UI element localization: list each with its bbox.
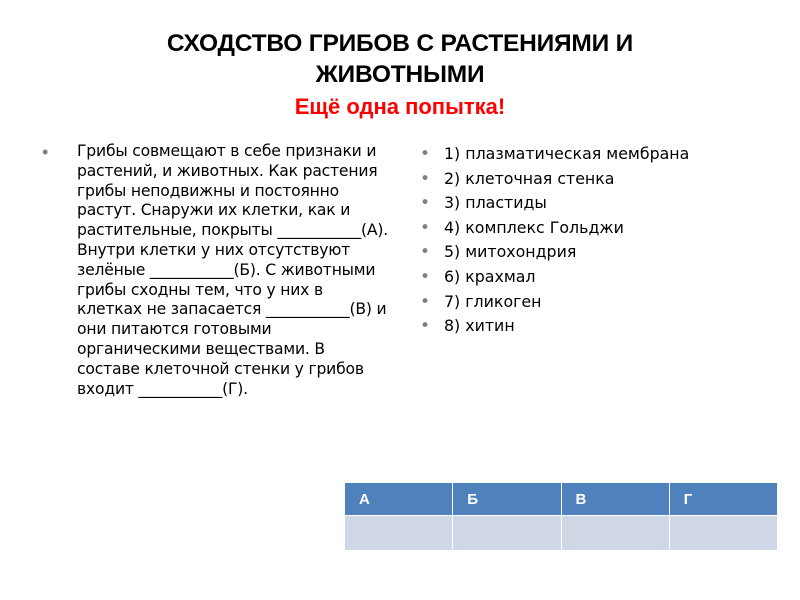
- option-item: [420, 314, 780, 339]
- option-label: 6) крахмал: [444, 266, 536, 286]
- task-text: Грибы совмещают в себе признаки и растений, и животных. Как растения грибы неподвижны и постоянно растут. Снаружи их клетки, как и растительные, покрыты ___________(А). Внутри клетки у них отсутствуют зелёные ___________(Б). С животными грибы сходны тем, что у них в клетках не запасается ___________(В) и они питаются готовыми органическими веществами. В составе клеточной стенки у грибов входит ___________(Г).: [77, 142, 388, 398]
- bullet-icon: •: [420, 242, 431, 263]
- option-label: 1) плазматическая мембрана: [444, 144, 690, 163]
- option-item: [420, 191, 780, 216]
- bullet-icon: •: [420, 168, 431, 189]
- options-list: [420, 142, 780, 339]
- option-item: [420, 290, 780, 315]
- answer-header-b: Б: [453, 483, 561, 516]
- option-item: [420, 265, 780, 290]
- slide-subtitle: Ещё одна попытка!: [294, 94, 506, 119]
- slide-title: СХОДСТВО ГРИБОВ С РАСТЕНИЯМИ И ЖИВОТНЫМИ: [166, 30, 634, 88]
- answer-header-g: Г: [669, 483, 777, 516]
- option-label: 5) митохондрия: [444, 242, 577, 262]
- bullet-icon: •: [420, 217, 431, 238]
- bullet-icon: •: [420, 144, 431, 164]
- option-label: 4) комплекс Гольджи: [444, 217, 624, 237]
- option-item: [420, 142, 780, 167]
- answer-table: [344, 482, 778, 551]
- option-label: 7) гликоген: [444, 291, 542, 311]
- bullet-icon: •: [420, 291, 431, 312]
- answer-table-row: [345, 516, 778, 551]
- bullet-icon: •: [42, 142, 49, 162]
- bullet-icon: •: [420, 266, 431, 287]
- option-label: 2) клеточная стенка: [444, 168, 615, 188]
- task-text-block: [42, 142, 392, 399]
- option-label: 8) хитин: [444, 316, 515, 336]
- answer-header-a: А: [345, 483, 453, 516]
- option-item: [420, 216, 780, 241]
- answer-cell-v[interactable]: [561, 516, 669, 551]
- option-label: 3) пластиды: [444, 193, 547, 213]
- option-item: [420, 240, 780, 265]
- bullet-icon: •: [420, 316, 431, 337]
- option-item: [420, 167, 780, 192]
- answer-header-v: В: [561, 483, 669, 516]
- answer-cell-g[interactable]: [669, 516, 777, 551]
- answer-cell-b[interactable]: [453, 516, 561, 551]
- answer-cell-a[interactable]: [345, 516, 453, 551]
- answer-table-header-row: [345, 483, 778, 516]
- bullet-icon: •: [420, 193, 431, 214]
